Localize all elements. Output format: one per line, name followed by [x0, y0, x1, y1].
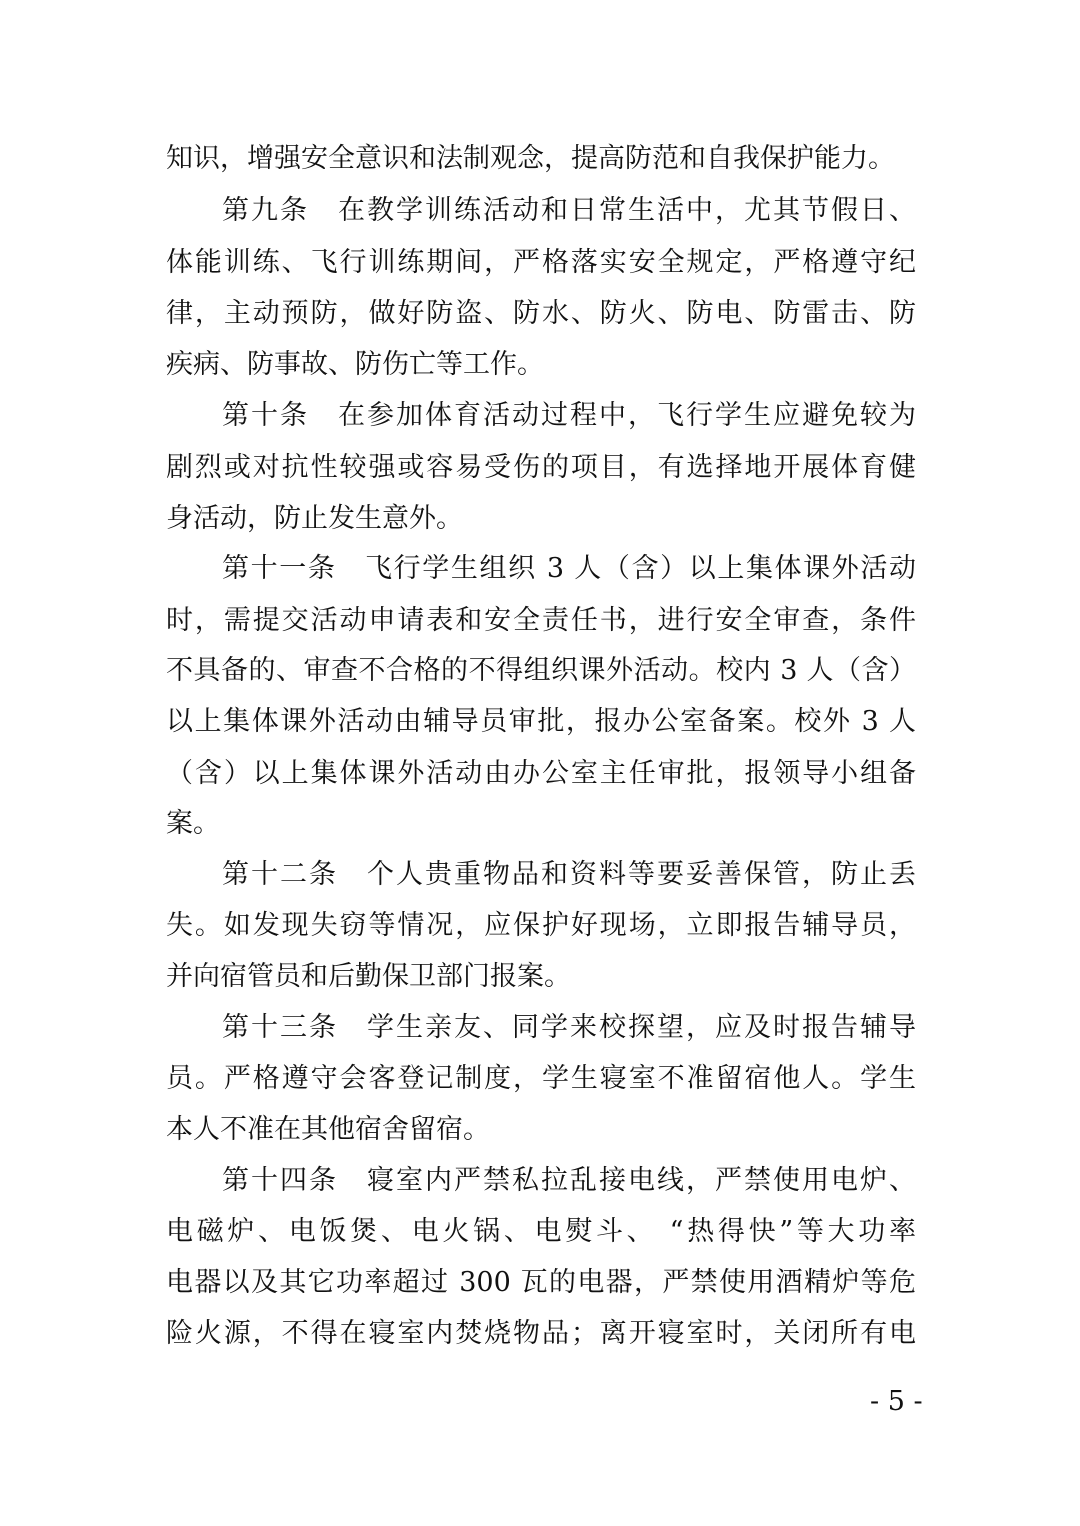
text-line: 疾病、防事故、防伤亡等工作。 — [166, 349, 544, 380]
page-number: - 5 - — [870, 1386, 923, 1417]
text-line: 险火源，不得在寝室内焚烧物品；离开寝室时，关闭所有电 — [166, 1318, 916, 1349]
text-line: 电器以及其它功率超过 300 瓦的电器，严禁使用酒精炉等危 — [166, 1267, 916, 1298]
text-line: 时，需提交活动申请表和安全责任书，进行安全审查，条件 — [166, 605, 916, 636]
text-line: （含）以上集体课外活动由办公室主任审批，报领导小组备 — [166, 758, 916, 789]
text-line: 以上集体课外活动由辅导员审批，报办公室备案。校外 3 人 — [166, 706, 916, 737]
text-line: 知识，增强安全意识和法制观念，提高防范和自我保护能力。 — [166, 143, 895, 174]
text-line: 剧烈或对抗性较强或容易受伤的项目，有选择地开展体育健 — [166, 452, 916, 483]
text-line: 员。严格遵守会客登记制度，学生寝室不准留宿他人。学生 — [166, 1063, 916, 1094]
text-line: 案。 — [166, 808, 220, 839]
text-line: 失。如发现失窃等情况，应保护好现场，立即报告辅导员， — [166, 910, 916, 941]
article-14-heading-line: 第十四条 寝室内严禁私拉乱接电线，严禁使用电炉、 — [222, 1165, 916, 1196]
text-line: 身活动，防止发生意外。 — [166, 503, 463, 534]
text-line: 律，主动预防，做好防盗、防水、防火、防电、防雷击、防 — [166, 298, 916, 329]
article-10-heading-line: 第十条 在参加体育活动过程中，飞行学生应避免较为 — [222, 400, 916, 431]
article-13-heading-line: 第十三条 学生亲友、同学来校探望，应及时报告辅导 — [222, 1012, 916, 1043]
text-line: 并向宿管员和后勤保卫部门报案。 — [166, 961, 571, 992]
text-line: 本人不准在其他宿舍留宿。 — [166, 1114, 490, 1145]
article-12-heading-line: 第十二条 个人贵重物品和资料等要妥善保管，防止丢 — [222, 859, 916, 890]
text-line: 不具备的、审查不合格的不得组织课外活动。校内 3 人（含） — [166, 655, 916, 686]
text-line: 电磁炉、电饭煲、电火锅、电熨斗、 “热得快”等大功率 — [166, 1216, 916, 1247]
text-line: 体能训练、飞行训练期间，严格落实安全规定，严格遵守纪 — [166, 247, 916, 278]
article-11-heading-line: 第十一条 飞行学生组织 3 人（含）以上集体课外活动 — [222, 553, 916, 584]
article-9-heading-line: 第九条 在教学训练活动和日常生活中，尤其节假日、 — [222, 195, 916, 226]
